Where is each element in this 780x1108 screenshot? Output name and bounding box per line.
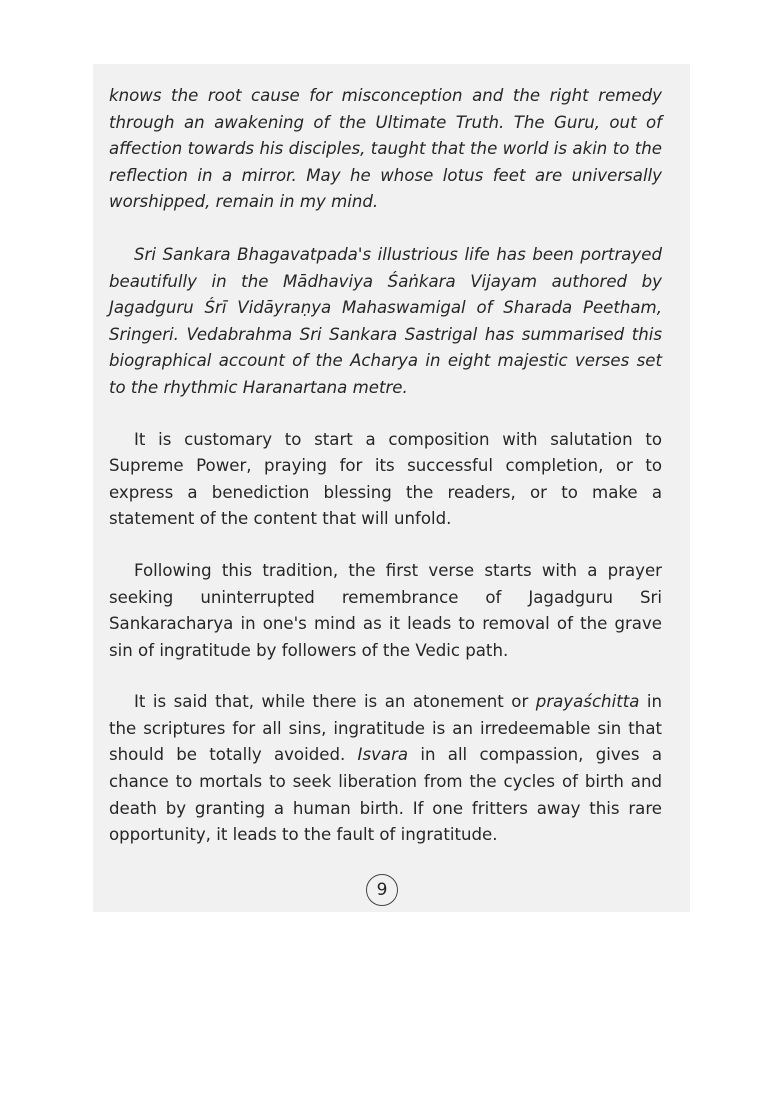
paragraph-5 — [109, 689, 662, 849]
paragraph-1: knows the root cause for misconception and the right remedy through an awakening of the Ultimate Truth. The Guru, out of affection towards his disciples, taught that the world is akin to the reflection in a mirror. May he whose lotus feet are universally worshipped, remain in my mind. — [109, 86, 662, 212]
body-text — [109, 83, 662, 849]
paragraph-5-text-3: in all compassion, gives a chance to mortals to seek liberation from the cycles of birth and death by granting a human birth. If one fritters away this rare opportunity, it leads to the fault of ingratitude. — [109, 745, 662, 845]
paragraph-5-text-1: It is said that, while there is an atonement or — [134, 692, 536, 712]
paragraph-5-text-2: in the scriptures for all sins, ingratitude is an irredeemable sin that should be totally avoided. — [109, 692, 662, 765]
term-prayaschitta: prayaśchitta — [535, 692, 640, 712]
page-number: 9 — [366, 874, 398, 906]
term-isvara: Isvara — [357, 745, 409, 765]
paragraph-4: Following this tradition, the first verse starts with a prayer seeking uninterrupted remembrance of Jagadguru Sri Sankaracharya in one's mind as it leads to removal of the grave sin of ingratitude by followers of the Vedic path. — [109, 560, 662, 660]
paragraph-3: It is customary to start a composition with salutation to Supreme Power, praying for its successful completion, or to express a benediction blessing the readers, or to make a statement of the content that will unfold. — [109, 429, 662, 529]
paragraph-2: Sri Sankara Bhagavatpada's illustrious life has been portrayed beautifully in the Mādhaviya Śaṅkara Vijayam authored by Jagadguru Śrī Vidāyraṇya Mahaswamigal of Sharada Peetham, Sringeri. Vedabrahma Sri Sankara Sastrigal has summarised this biographical account of the Acharya in eight majestic verses set to the rhythmic Haranartana metre. — [109, 244, 662, 397]
